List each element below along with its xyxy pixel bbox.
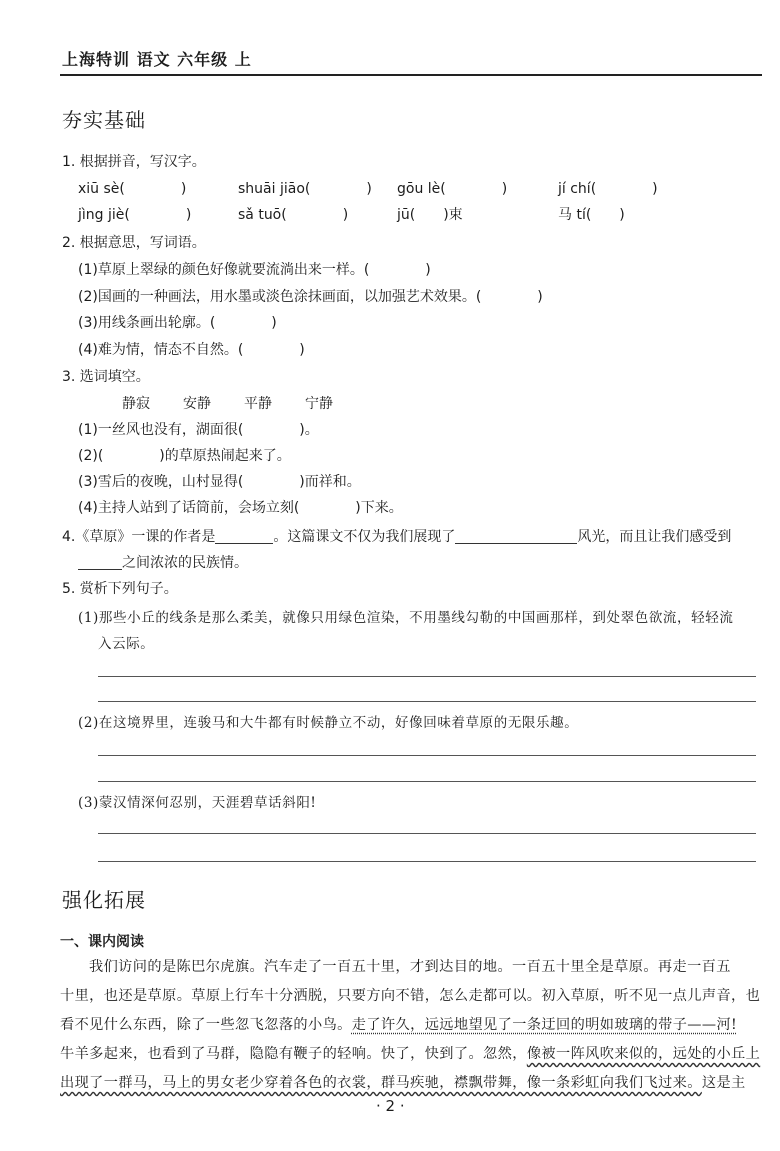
definition-item: (2)国画的一种画法，用水墨或淡色涂抹画面，以加强艺术效果。( ) <box>78 289 543 305</box>
sentence-1-line2: 入云际。 <box>98 636 155 652</box>
pinyin-item: jí chí( ) <box>558 181 658 197</box>
sentence-2: (2)在这境界里，连骏马和大牛都有时候静立不动，好像回味着草原的无限乐趣。 <box>78 715 579 731</box>
reading-passage <box>60 953 760 1098</box>
sentence-3: (3)蒙汉情深何忍别，天涯碧草话斜阳! <box>78 795 317 811</box>
definition-item: (3)用线条画出轮廓。( ) <box>78 315 277 331</box>
passage-line <box>60 1011 760 1040</box>
section-title-basics: 夯实基础 <box>62 108 146 132</box>
fill-blank-item: (3)雪后的夜晚，山村显得( )而祥和。 <box>78 474 361 490</box>
answer-line[interactable] <box>98 781 756 782</box>
answer-line[interactable] <box>98 861 756 862</box>
definition-item: (4)难为情，情态不自然。( ) <box>78 342 305 358</box>
passage-line: 十里，也还是草原。草原上行车十分洒脱，只要方向不错，怎么走都可以。初入草原，听不见一点儿声音，也 <box>60 988 761 1004</box>
passage-line <box>60 1069 760 1098</box>
question-4-line1 <box>62 526 731 546</box>
word-choice: 宁静 <box>305 396 333 412</box>
passage-marked-text: 走了许久，远远地望见了一条迂回的明如玻璃的带子——河! <box>351 1017 738 1033</box>
pinyin-item: jū( )束 <box>397 207 463 223</box>
passage-underlined-text: 像被一阵风吹来似的，远处的小丘上 <box>526 1046 761 1062</box>
passage-line <box>60 1040 760 1069</box>
pinyin-item: xiū sè( ) <box>78 181 187 197</box>
pinyin-item: shuāi jiāo( ) <box>238 181 372 197</box>
book-header-title: 上海特训 语文 六年级 上 <box>62 50 252 69</box>
answer-line[interactable] <box>98 833 756 834</box>
answer-blank[interactable] <box>78 555 122 570</box>
reading-heading: 一、课内阅读 <box>60 934 144 950</box>
question-1-title: 1. 根据拼音，写汉字。 <box>62 154 206 170</box>
pinyin-item: gōu lè( ) <box>397 181 508 197</box>
q4-text: 4.《草原》一课的作者是 <box>62 529 216 545</box>
question-3-title: 3. 选词填空。 <box>62 369 150 385</box>
q4-text: 。这篇课文不仅为我们展现了 <box>273 529 456 545</box>
page-number: · 2 · <box>376 1097 405 1115</box>
answer-line[interactable] <box>98 676 756 677</box>
word-choice: 平静 <box>244 396 272 412</box>
passage-text: 牛羊多起来，也看到了马群，隐隐有鞭子的轻响。快了，快到了。忽然， <box>60 1046 527 1062</box>
fill-blank-item: (4)主持人站到了话筒前，会场立刻( )下来。 <box>78 500 403 516</box>
word-choice: 静寂 <box>122 396 150 412</box>
question-5-title: 5. 赏析下列句子。 <box>62 581 178 597</box>
definition-item: (1)草原上翠绿的颜色好像就要流淌出来一样。( ) <box>78 262 431 278</box>
section-title-extension: 强化拓展 <box>62 888 146 912</box>
answer-line[interactable] <box>98 755 756 756</box>
q4-text: 风光，而且让我们感受到 <box>577 529 732 545</box>
pinyin-item: jìng jiè( ) <box>78 207 192 223</box>
pinyin-item: sǎ tuō( ) <box>238 207 349 223</box>
q4-text: 之间浓浓的民族情。 <box>122 555 248 571</box>
passage-line: 我们访问的是陈巴尔虎旗。汽车走了一百五十里，才到达目的地。一百五十里全是草原。再走一百五 <box>89 959 731 975</box>
question-4-line2 <box>78 552 248 572</box>
fill-blank-item: (1)一丝风也没有，湖面很( )。 <box>78 422 319 438</box>
question-2-title: 2. 根据意思，写词语。 <box>62 235 206 251</box>
answer-line[interactable] <box>98 701 756 702</box>
passage-underlined-text: 出现了一群马，马上的男女老少穿着各色的衣裳，群马疾驰，襟飘带舞，像一条彩虹向我们飞过来。 <box>60 1075 702 1091</box>
fill-blank-item: (2)( )的草原热闹起来了。 <box>78 448 291 464</box>
passage-text: 这是主 <box>701 1075 746 1091</box>
answer-blank[interactable] <box>215 529 273 544</box>
answer-blank[interactable] <box>455 529 577 544</box>
word-choice: 安静 <box>183 396 211 412</box>
pinyin-item: 马 tí( ) <box>558 207 625 223</box>
sentence-1-line1: (1)那些小丘的线条是那么柔美，就像只用绿色渲染，不用墨线勾勒的中国画那样，到处翠色欲流，轻轻流 <box>78 610 734 626</box>
passage-text: 看不见什么东西，除了一些忽飞忽落的小鸟。 <box>60 1017 352 1033</box>
header-divider <box>60 74 762 76</box>
